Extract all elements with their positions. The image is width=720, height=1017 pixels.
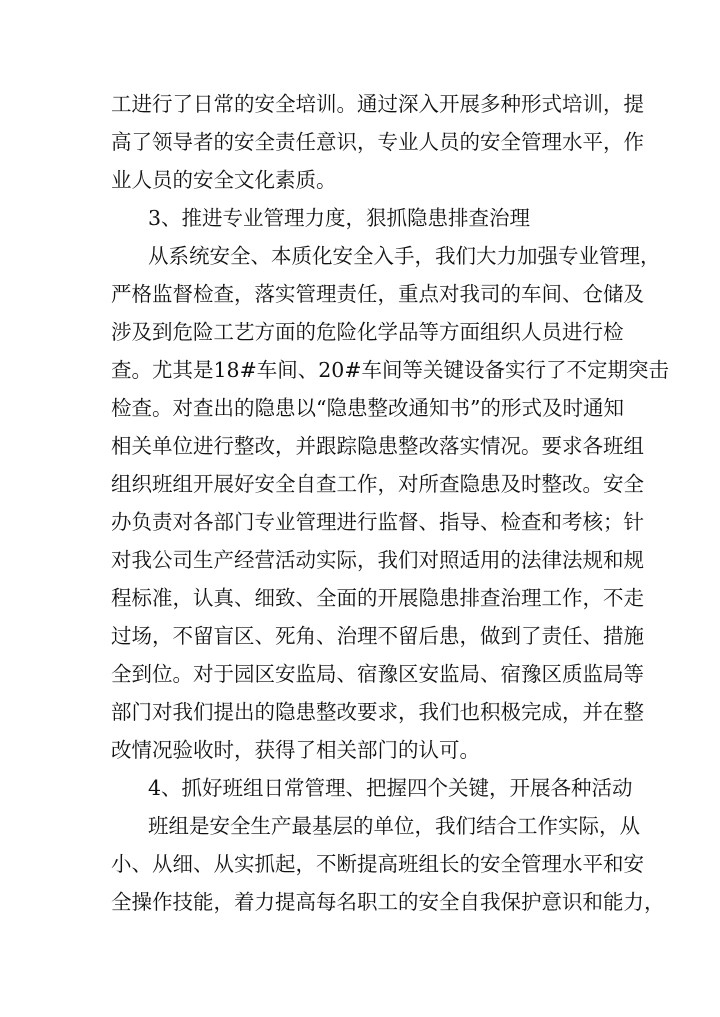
text-line: 改情况验收时，获得了相关部门的认可。 — [111, 738, 480, 762]
paragraph-start: 从系统安全、本质化安全入手，我们大力加强专业管理， — [148, 244, 661, 268]
text-line: 相关单位进行整改，并跟踪隐患整改落实情况。要求各班组 — [111, 434, 644, 458]
text-line: 业人员的安全文化素质。 — [111, 168, 337, 192]
text-line: 检查。对查出的隐患以“隐患整改通知书”的形式及时通知 — [111, 396, 624, 420]
text-line: 组织班组开展好安全自查工作，对所查隐患及时整改。安全 — [111, 472, 644, 496]
text-line: 小、从细、从实抓起，不断提高班组长的安全管理水平和安 — [111, 852, 644, 876]
section-heading-4: 4、抓好班组日常管理、把握四个关键，开展各种活动 — [148, 776, 633, 800]
text-line: 过场，不留盲区、死角、治理不留后患，做到了责任、措施 — [111, 624, 644, 648]
section-heading-3: 3、推进专业管理力度，狠抓隐患排查治理 — [148, 206, 531, 230]
text-line: 高了领导者的安全责任意识，专业人员的安全管理水平，作 — [111, 130, 644, 154]
text-line: 查。尤其是18#车间、20#车间等关键设备实行了不定期突击 — [111, 358, 670, 382]
text-line: 涉及到危险工艺方面的危险化学品等方面组织人员进行检 — [111, 320, 624, 344]
text-line: 严格监督检查，落实管理责任，重点对我司的车间、仓储及 — [111, 282, 644, 306]
text-line: 工进行了日常的安全培训。通过深入开展多种形式培训，提 — [111, 92, 644, 116]
text-line: 对我公司生产经营活动实际，我们对照适用的法律法规和规 — [111, 548, 644, 572]
text-line: 程标准，认真、细致、全面的开展隐患排查治理工作，不走 — [111, 586, 644, 610]
paragraph-start: 班组是安全生产最基层的单位，我们结合工作实际，从 — [148, 814, 640, 838]
text-line: 全操作技能，着力提高每名职工的安全自我保护意识和能力， — [111, 890, 665, 914]
text-line: 部门对我们提出的隐患整改要求，我们也积极完成，并在整 — [111, 700, 644, 724]
text-line: 全到位。对于园区安监局、宿豫区安监局、宿豫区质监局等 — [111, 662, 644, 686]
text-line: 办负责对各部门专业管理进行监督、指导、检查和考核；针 — [111, 510, 644, 534]
